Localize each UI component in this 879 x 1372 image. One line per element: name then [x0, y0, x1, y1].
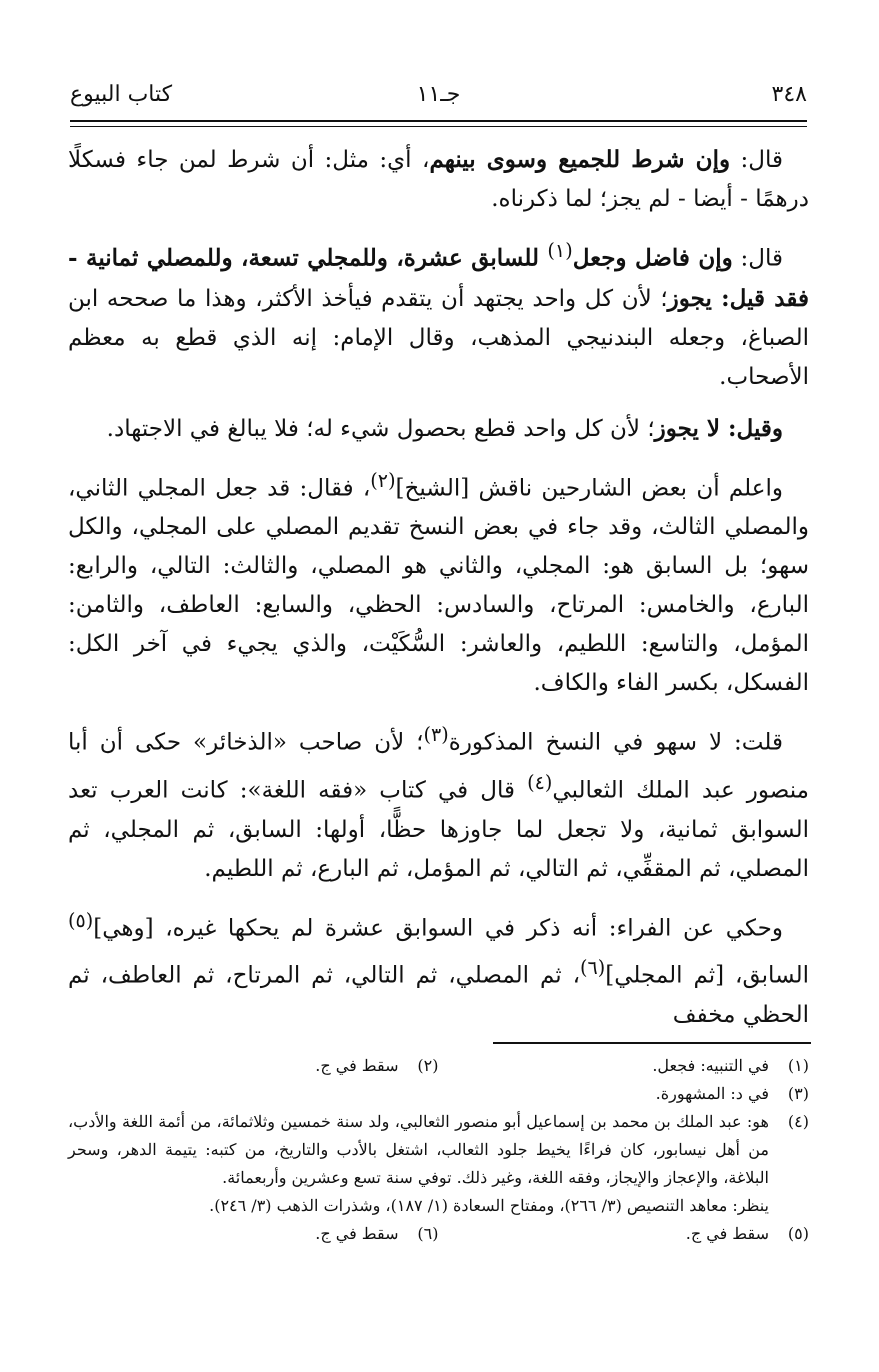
footnote-row [68, 1052, 809, 1080]
text-run: واعلم أن بعض الشارحين ناقش [الشيخ] [395, 475, 783, 502]
footnote-5 [439, 1220, 810, 1248]
page-number: ٣٤٨ [771, 82, 807, 107]
footnote-number: (٣) [787, 1084, 809, 1103]
running-header [70, 82, 807, 118]
text-run: ؛ لأن كل واحد يجتهد أن يتقدم فيأخذ الأكثر، وهذا ما صححه ابن الصباغ، وجعله البندنيجي المذهب، وقال الإمام: إنه الذي قطع به معظم الأصحاب. [68, 285, 809, 390]
footnote-4 [68, 1108, 809, 1220]
header-rule-thick [70, 120, 807, 122]
footnote-reference: ينظر: معاهد التنصيص (٣/ ٢٦٦)، ومفتاح السعادة (١/ ١٨٧)، وشذرات الذهب (٣/ ٢٤٦). [209, 1196, 769, 1215]
footnote-number: (٦) [417, 1224, 439, 1243]
footnote-2 [68, 1052, 439, 1080]
bold-run: وقيل: لا يجوز [654, 414, 783, 442]
footnote-body [68, 1108, 769, 1220]
header-rule-thin [70, 126, 807, 127]
bold-run: وإن شرط للجميع وسوى بينهم [429, 146, 731, 173]
volume-label: جـ١١ [416, 82, 461, 107]
text-run: ، فقال: قد جعل المجلي الثاني، والمصلي الثالث، وقد جاء في بعض النسخ تقديم المصلي على المجلي، والكل سهو؛ بل السابق هو: المجلي، والثاني هو المصلي، والثالث: التالي، والرابع: البارع، والخامس: المرتاح، والسادس: الحظي، والسابع: العاطف، والثامن: المؤمل، والتاسع: اللطيم، والعاشر: السُّكَيْت، والذي يجيء في آخر الكل: الفسكل، بكسر الفاء والكاف. [68, 475, 809, 697]
text-run: قال: [730, 147, 783, 173]
text-run: ، أي: مثل: أن شرط لمن جاء فسكلًا درهمًا - أيضا - لم يجز؛ لما ذكرناه. [68, 147, 809, 212]
text-run: قلت: لا سهو في النسخ المذكورة [448, 729, 783, 756]
footnote-ref[interactable]: (٣) [423, 723, 449, 747]
text-run: قال: [732, 245, 783, 272]
footnote-row [68, 1220, 809, 1248]
text-run: ؛ لأن صاحب «الذخائر» حكى أن أبا منصور عبد الملك الثعالبي [68, 729, 809, 804]
main-text [68, 140, 809, 1047]
text-run: ، ثم المصلي، ثم التالي، ثم المرتاح، ثم العاطف، ثم الحظي مخفف [68, 962, 809, 1028]
footnote-text: سقط في ج. [315, 1056, 399, 1075]
text-run: وحكي عن الفراء: أنه ذكر في السوابق عشرة لم يحكها غيره، [وهي] [93, 915, 783, 942]
footnote-text: هو: عبد الملك بن محمد بن إسماعيل أبو منصور الثعالبي، ولد سنة خمسين وثلاثمائة، من أئمة اللغة والأدب، من أهل نيسابور، كان فراءًا يخيط جلود الثعالب، اشتغل بالأدب والتاريخ، من كتبه: يتيمة الدهر، وسحر البلاغة، والإعجاز والإيجاز، وفقه اللغة، وغير ذلك. توفي سنة تسع وعشرين وأربعمائة. [68, 1112, 769, 1187]
bold-run: للسابق عشرة، وللمجلي تسعة، وللمصلي ثمانية - فقد قيل: يجوز [68, 244, 809, 312]
footnote-number: (٢) [417, 1056, 439, 1075]
paragraph-2 [68, 231, 809, 397]
footnote-text: سقط في ج. [315, 1224, 399, 1243]
footnote-3 [439, 1080, 810, 1108]
footnote-number: (٥) [787, 1224, 809, 1243]
bold-run: وإن فاضل وجعل [572, 244, 733, 272]
footnote-text: سقط في ج. [685, 1224, 769, 1243]
footnote-row [68, 1080, 809, 1108]
footnote-number: (١) [787, 1056, 809, 1075]
footnote-1 [439, 1052, 810, 1080]
paragraph-1 [68, 140, 809, 219]
footnote-text: في د: المشهورة. [655, 1084, 769, 1103]
paragraph-6 [68, 901, 809, 1035]
footnote-6 [68, 1220, 439, 1248]
text-run: ؛ لأن كل واحد قطع بحصول شيء له؛ فلا يبالغ في الاجتهاد. [106, 415, 655, 442]
footnote-text: في التنبيه: فجعل. [652, 1056, 769, 1075]
footnote-ref[interactable]: (٢) [370, 468, 396, 492]
footnotes [68, 1052, 809, 1248]
footnote-ref[interactable]: (١) [547, 239, 573, 262]
text-run: السابق، [ثم المجلي] [605, 962, 809, 989]
footnote-ref[interactable]: (٥) [68, 908, 94, 932]
paragraph-3 [68, 409, 809, 449]
footnote-separator [493, 1042, 811, 1044]
text-run: قال في كتاب «فقه اللغة»: كانت العرب تعد السوابق ثمانية، ولا تجعل لما جاوزها حظًّا، أولها: السابق، ثم المجلي، ثم المصلي، ثم المقفِّي، ثم التالي، ثم المؤمل، ثم البارع، ثم اللطيم. [68, 777, 809, 882]
chapter-title: كتاب البيوع [70, 82, 173, 107]
paragraph-5 [68, 715, 809, 888]
paragraph-4 [68, 461, 809, 704]
footnote-ref[interactable]: (٤) [527, 770, 553, 794]
footnote-number: (٤) [787, 1112, 809, 1131]
footnote-ref[interactable]: (٦) [580, 956, 606, 980]
